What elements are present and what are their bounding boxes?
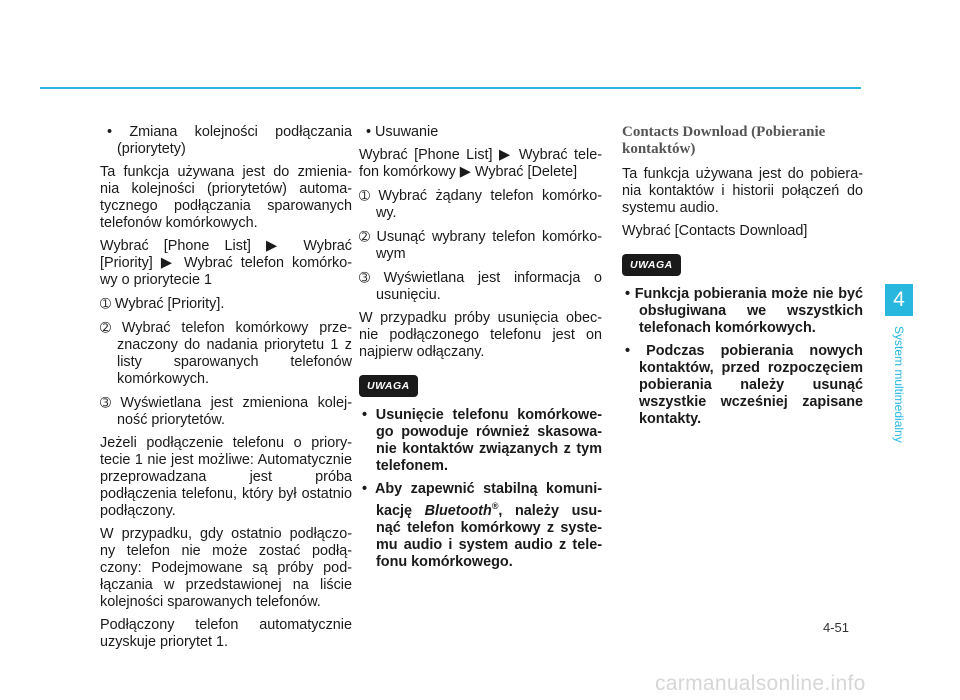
step-text: Wybrać [Priority]. — [114, 296, 225, 312]
step-number-1: ➀ — [100, 296, 111, 311]
bullet-priority-heading: • Zmiana kolejności podłączania (priorytety) — [107, 124, 352, 157]
path-text: Wybrać [Delete] — [474, 164, 578, 180]
priority-step-2 — [100, 319, 352, 388]
step-number-3: ➂ — [100, 395, 111, 410]
header-rule — [40, 87, 861, 89]
watermark: carmanualsonline.info — [655, 672, 866, 695]
step-number-2: ➁ — [359, 229, 370, 244]
delete-step-3 — [359, 269, 602, 304]
path-text: Wybrać telefon komórko- wy o priorytecie 1 — [100, 255, 352, 288]
warning-text: Funkcja pobierania może nie być obsługiwana we wszystkich telefonach komórkowych. — [634, 286, 863, 336]
priority-step-1 — [100, 295, 352, 313]
contacts-path-paragraph: Wybrać [Contacts Download] — [622, 223, 808, 239]
column-2 — [359, 124, 602, 577]
path-text: Wybrać [Priority] — [100, 238, 352, 271]
chapter-number-tab: 4 — [885, 284, 913, 316]
priority-retry-paragraph: W przypadku, gdy ostatnio podłączo- ny telefon nie może zostać podłą- czony: Podejmowane są próby pod- łączania w przedstawionej na liście kolejności sparowanych telefonów. — [100, 526, 352, 610]
warning-text: Usunięcie telefonu komórkowe- go powoduje również skasowa- nie kontaktów związanych z tym telefonem. — [375, 407, 602, 474]
delete-note-paragraph: W przypadku próby usunięcia obec- nie podłączonego telefonu jest on najpierw odłączany. — [359, 310, 602, 360]
priority-fallback-paragraph: Jeżeli podłączenie telefonu o priory- tecie 1 nie jest możliwe: Automatycznie przeprowadzana jest próba podłączenia telefonu, który był ostatnio podłączony. — [100, 435, 352, 519]
chapter-title-text: System multimedialny — [892, 326, 906, 443]
arrow-right-icon: ▶ — [266, 238, 289, 254]
priority-result-paragraph: Podłączony telefon automatycznie uzyskuje priorytet 1. — [100, 617, 352, 650]
arrow-right-icon: ▶ — [459, 164, 471, 180]
delete-step-1 — [359, 187, 602, 222]
warning-item-1: • Usunięcie telefonu komórkowe- go powoduje również skasowa- nie kontaktów związanych z tym telefonem. — [362, 407, 602, 474]
priority-step-3 — [100, 394, 352, 429]
warning-text: , należy usu- nąć telefon komórkowy z syste- mu audio i system audio z tele- fonu komórkowego. — [376, 502, 602, 570]
warning-badge: UWAGA — [359, 375, 418, 397]
step-text: Wybrać żądany telefon komórko- wy. — [376, 188, 602, 221]
path-text: Wybrać tele- fon komórkowy — [359, 147, 602, 180]
warning-list — [359, 407, 602, 571]
path-text: Wybrać [Phone List] — [100, 238, 251, 254]
step-number-1: ➀ — [359, 188, 370, 203]
warning-item-2: • Aby zapewnić stabilną komuni- kację Bluetooth®, należy usu- nąć telefon komórkowy z syste- mu audio i system audio z tele- fonu komórkowego. — [362, 481, 602, 570]
arrow-right-icon: ▶ — [160, 255, 176, 271]
bullet-delete-heading: • Usuwanie — [366, 124, 439, 140]
warning-item-1: • Funkcja pobierania może nie być obsługiwana we wszystkich telefonach komórkowych. — [625, 286, 863, 336]
bluetooth-word: Bluetooth — [424, 502, 492, 519]
warning-list — [622, 286, 863, 428]
column-3 — [622, 124, 863, 434]
chapter-title — [875, 326, 923, 456]
delete-path-paragraph — [359, 147, 602, 181]
arrow-right-icon: ▶ — [498, 147, 513, 163]
step-text: Wyświetlana jest informacja o usunięciu. — [376, 270, 603, 303]
step-text: Usunąć wybrany telefon komórko- wym — [376, 229, 602, 262]
column-1 — [100, 124, 352, 657]
delete-step-2 — [359, 228, 602, 263]
step-number-3: ➂ — [359, 270, 370, 285]
priority-path-paragraph — [100, 238, 352, 289]
warning-item-2: • Podczas pobierania nowych kontaktów, przed rozpoczęciem pobierania należy usunąć wszystkie wcześniej zapisane kontakty. — [625, 343, 863, 427]
bluetooth-text — [425, 503, 499, 519]
registered-mark: ® — [491, 501, 499, 511]
section-heading-contacts-download: Contacts Download (Pobieranie kontaktów) — [622, 124, 826, 157]
warning-text: Aby zapewnić stabilną komuni- kację — [375, 481, 602, 519]
step-text: Wybrać telefon komórkowy prze- znaczony do nadania priorytetu 1 z listy sparowanych telefonów komórkowych. — [117, 320, 352, 387]
warning-text: Podczas pobierania nowych kontaktów, przed rozpoczęciem pobierania należy usunąć wszystkie wcześniej zapisane kontakty. — [639, 343, 863, 427]
warning-badge: UWAGA — [622, 254, 681, 276]
priority-intro-paragraph: Ta funkcja używana jest do zmienia- nia kolejności (priorytetów) automa- tycznego podłączania sparowanych telefonów komórkowych. — [100, 164, 352, 231]
page-number: 4-51 — [823, 620, 850, 635]
contacts-intro-paragraph: Ta funkcja używana jest do pobiera- nia kontaktów i historii połączeń do systemu audio. — [622, 166, 863, 216]
step-text: Wyświetlana jest zmieniona kolej- ność priorytetów. — [117, 395, 352, 428]
step-number-2: ➁ — [100, 320, 111, 335]
path-text: Wybrać [Phone List] — [359, 147, 493, 163]
